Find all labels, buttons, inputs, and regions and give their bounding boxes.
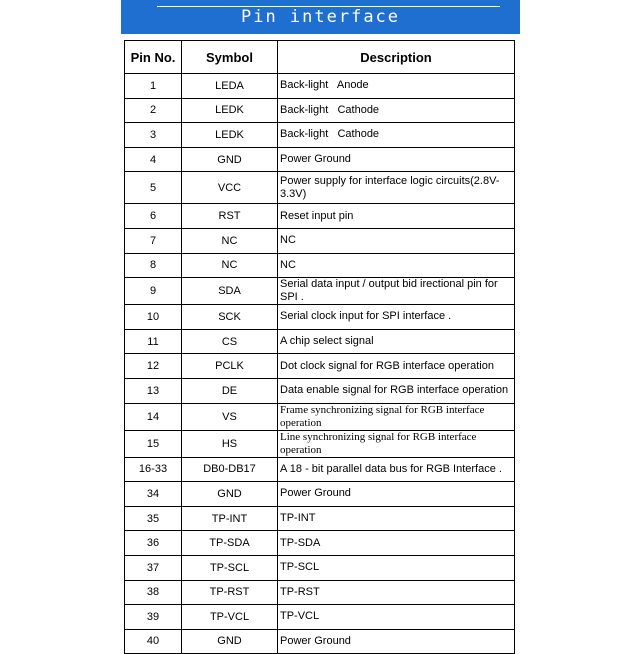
pin-symbol: VCC [182,172,278,204]
pin-symbol: NC [182,253,278,278]
pin-description: Power Ground [278,147,515,172]
pin-description: Serial data input / output bid irectional pin for SPI . [278,278,515,305]
pin-description: TP-RST [278,580,515,605]
table-row [125,430,515,457]
pin-description: Back-light Cathode [278,123,515,148]
pin-description: Line synchronizing signal for RGB interface operation [278,430,515,457]
table-row [125,506,515,531]
pin-symbol: RST [182,204,278,229]
table-row [125,204,515,229]
pin-interface-table [124,40,515,654]
pin-number: 3 [125,123,182,148]
pin-description: TP-INT [278,506,515,531]
table-row [125,482,515,507]
pin-description: NC [278,228,515,253]
pin-number: 40 [125,629,182,654]
pin-description: TP-VCL [278,605,515,630]
pin-number: 6 [125,204,182,229]
pin-number: 39 [125,605,182,630]
pin-number: 36 [125,531,182,556]
pin-description: Back-light Anode [278,74,515,99]
pin-number: 7 [125,228,182,253]
table-row [125,305,515,330]
pin-symbol: LEDK [182,98,278,123]
table-row [125,629,515,654]
pin-number: 14 [125,403,182,430]
table-row [125,555,515,580]
table-row [125,253,515,278]
pin-number: 8 [125,253,182,278]
pin-number: 2 [125,98,182,123]
pin-symbol: GND [182,482,278,507]
table-row [125,278,515,305]
pin-description: Data enable signal for RGB interface operation [278,378,515,403]
pin-description: Power Ground [278,482,515,507]
pin-symbol: NC [182,228,278,253]
pin-description: A chip select signal [278,329,515,354]
pin-description: TP-SDA [278,531,515,556]
pin-symbol: TP-SCL [182,555,278,580]
pin-number: 37 [125,555,182,580]
pin-description: Power Ground [278,629,515,654]
pin-symbol: TP-SDA [182,531,278,556]
header-symbol: Symbol [182,41,278,74]
pin-symbol: DB0-DB17 [182,457,278,482]
pin-description: Back-light Cathode [278,98,515,123]
pin-symbol: GND [182,147,278,172]
pin-description: Frame synchronizing signal for RGB interface operation [278,403,515,430]
pin-description: Dot clock signal for RGB interface operation [278,354,515,379]
table-row [125,531,515,556]
table-row [125,172,515,204]
pin-description: Reset input pin [278,204,515,229]
pin-number: 15 [125,430,182,457]
pin-symbol: TP-INT [182,506,278,531]
table-row [125,147,515,172]
pin-number: 13 [125,378,182,403]
header-pin-no: Pin No. [125,41,182,74]
header-description: Description [278,41,515,74]
pin-number: 1 [125,74,182,99]
pin-symbol: LEDA [182,74,278,99]
pin-symbol: DE [182,378,278,403]
pin-number: 9 [125,278,182,305]
table-row [125,403,515,430]
pin-description: A 18 - bit parallel data bus for RGB Interface . [278,457,515,482]
pin-symbol: TP-RST [182,580,278,605]
pin-number: 34 [125,482,182,507]
pin-symbol: SDA [182,278,278,305]
pin-symbol: VS [182,403,278,430]
table-row [125,580,515,605]
table-row [125,74,515,99]
pin-symbol: HS [182,430,278,457]
pin-number: 10 [125,305,182,330]
pin-number: 11 [125,329,182,354]
title-banner [121,0,520,34]
pin-number: 35 [125,506,182,531]
pin-number: 12 [125,354,182,379]
pin-description: Power supply for interface logic circuits(2.8V-3.3V) [278,172,515,204]
table-row [125,605,515,630]
pin-symbol: TP-VCL [182,605,278,630]
table-row [125,354,515,379]
table-row [125,123,515,148]
table-row [125,228,515,253]
pin-symbol: SCK [182,305,278,330]
pin-symbol: GND [182,629,278,654]
page-title: Pin interface [240,7,401,27]
table-row [125,378,515,403]
pin-description: Serial clock input for SPI interface . [278,305,515,330]
pin-number: 38 [125,580,182,605]
table-row [125,98,515,123]
pin-number: 4 [125,147,182,172]
pin-number: 16-33 [125,457,182,482]
table-row [125,457,515,482]
table-row [125,329,515,354]
pin-symbol: PCLK [182,354,278,379]
pin-description: TP-SCL [278,555,515,580]
pin-number: 5 [125,172,182,204]
pin-symbol: CS [182,329,278,354]
table-header-row [125,41,515,74]
pin-symbol: LEDK [182,123,278,148]
pin-description: NC [278,253,515,278]
